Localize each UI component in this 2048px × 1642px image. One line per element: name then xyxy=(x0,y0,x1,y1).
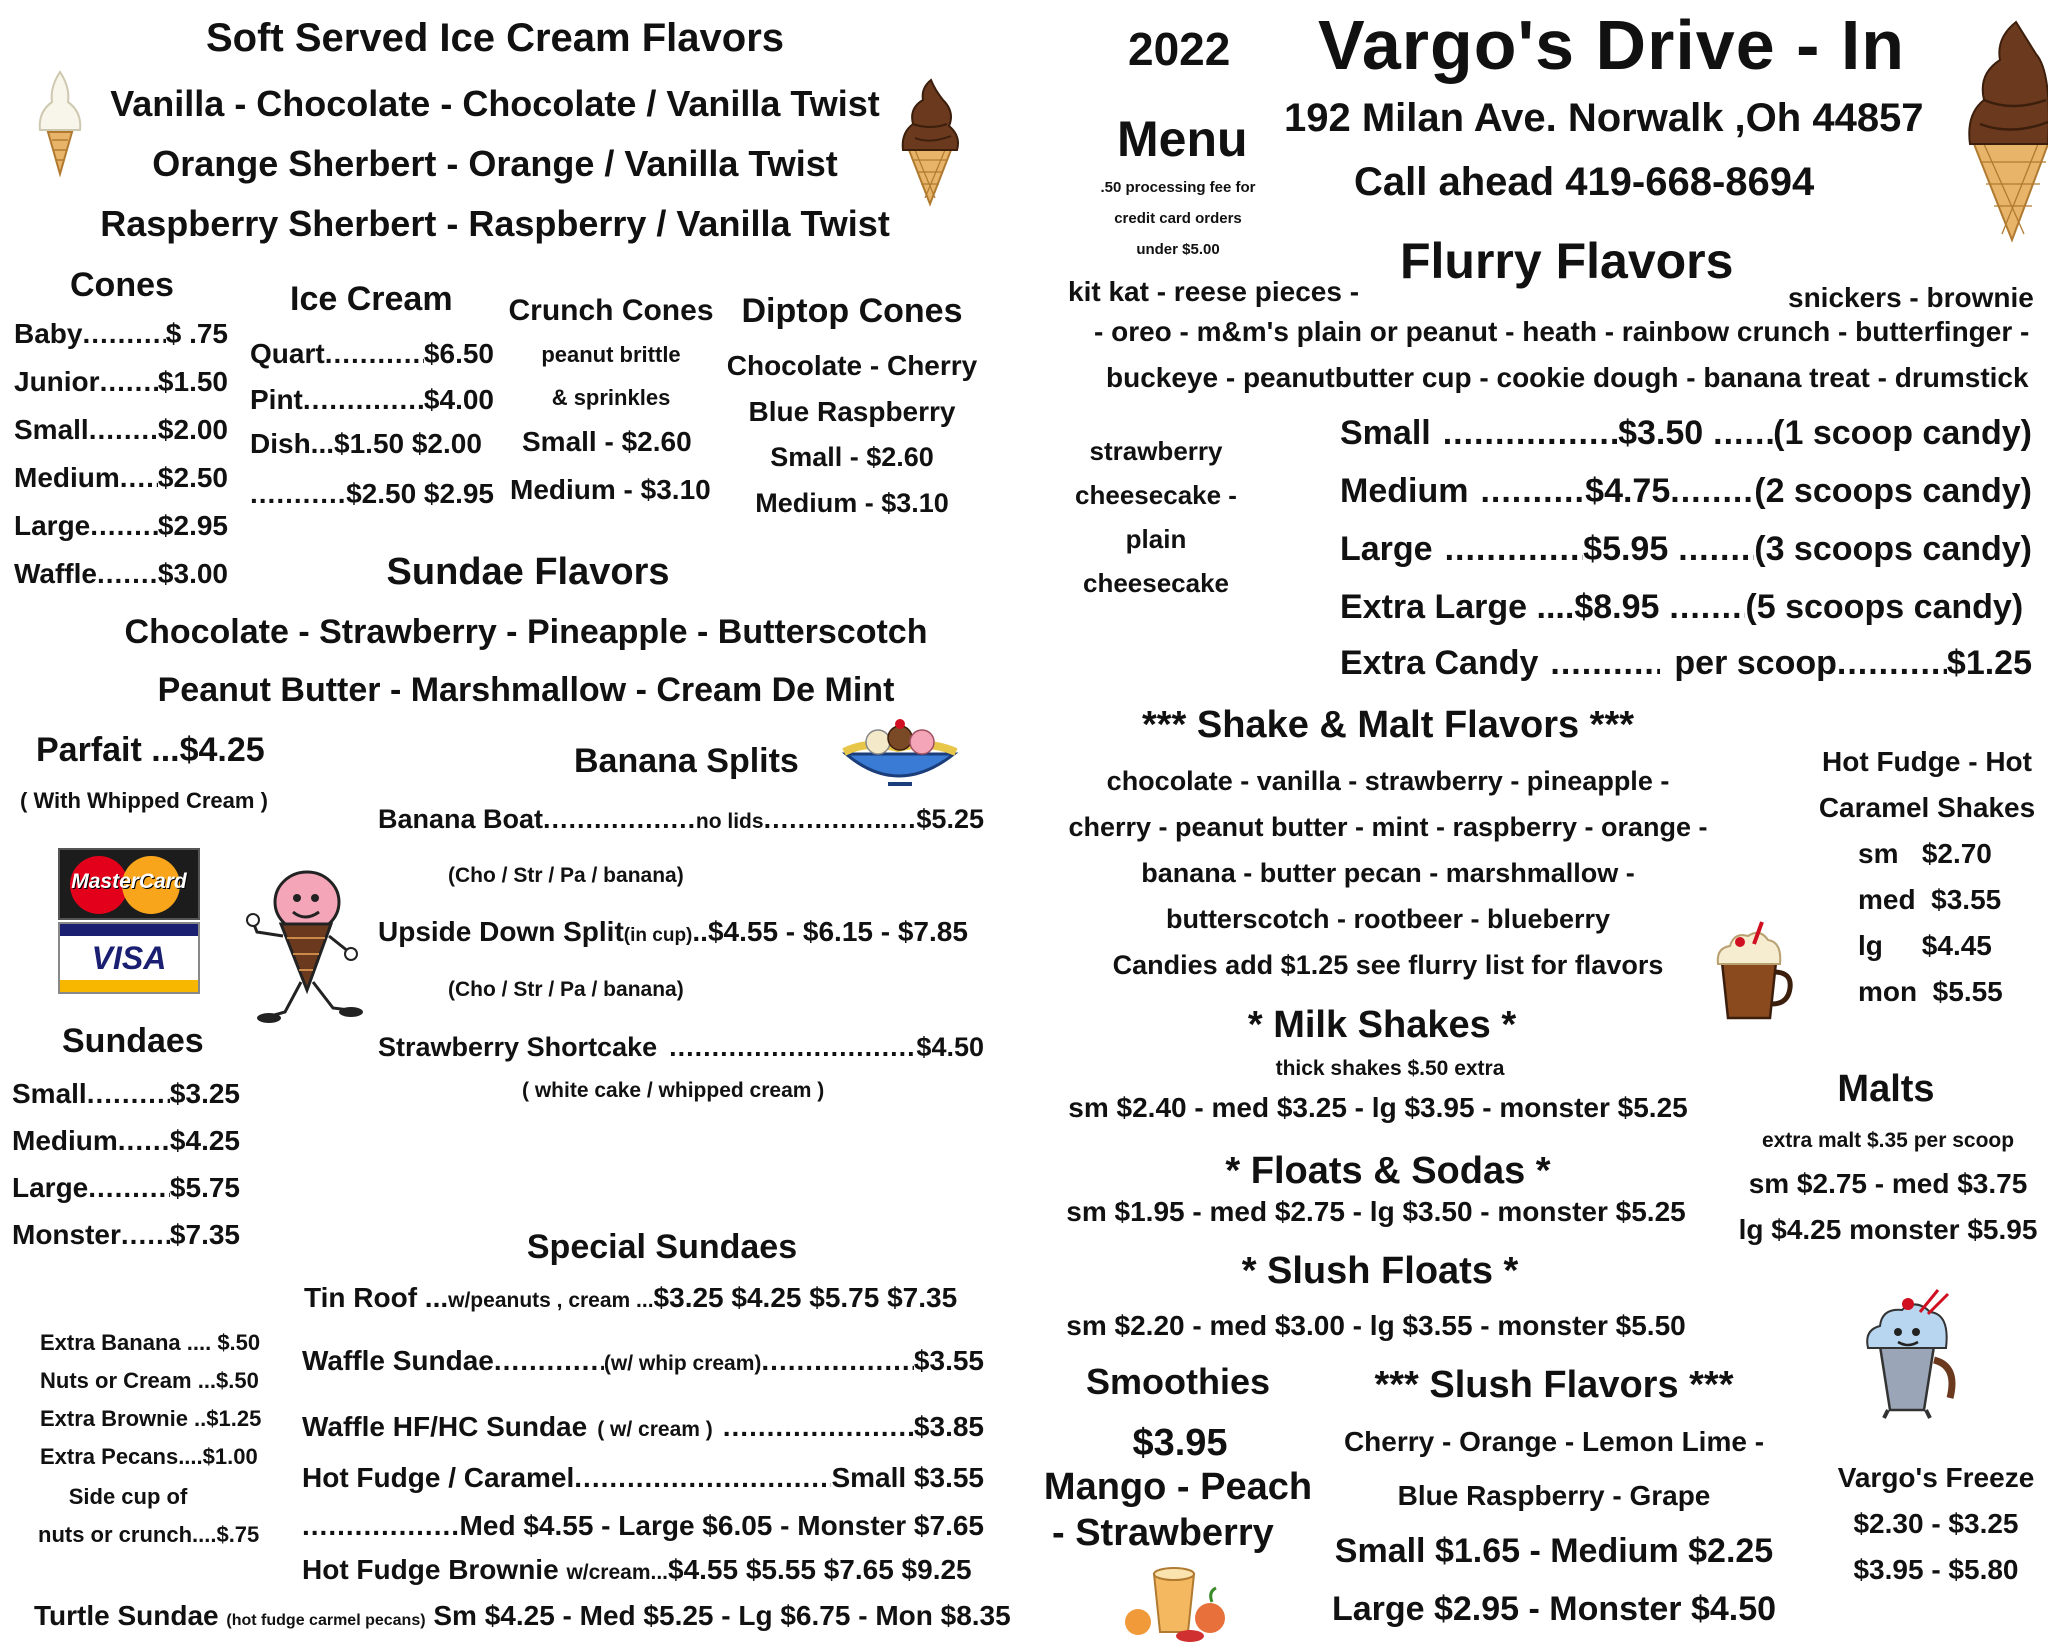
banana-boat-row: Banana Boat ..... no lids ..... $5.25 xyxy=(378,804,984,835)
milkshake-mascot-icon xyxy=(1858,1290,1964,1420)
side-cup-line: nuts or crunch....$.75 xyxy=(38,1522,260,1547)
shortcake-note: ( white cake / whipped cream ) xyxy=(522,1079,825,1102)
fee-note: credit card orders xyxy=(1114,210,1242,227)
smoothies-price: $3.95 xyxy=(1132,1422,1228,1464)
parfait-note: ( With Whipped Cream ) xyxy=(20,788,268,813)
slush-floats-prices: sm $2.20 - med $3.00 - lg $3.55 - monster $5.50 xyxy=(1066,1310,1686,1341)
crunch-cones-line: & sprinkles xyxy=(551,385,671,410)
cone-row: Small ..... $2.00 xyxy=(14,414,228,446)
turtle-sundae-row: Turtle Sundae (hot fudge carmel pecans) Sm $4.25 - Med $5.25 - Lg $6.75 - Mon $8.35 xyxy=(34,1600,1011,1631)
restaurant-phone: Call ahead 419-668-8694 xyxy=(1354,160,1815,204)
milk-shakes-note: thick shakes $.50 extra xyxy=(1275,1057,1505,1080)
banana-splits-title: Banana Splits xyxy=(574,742,799,780)
extra-row: Extra Brownie ..$1.25 xyxy=(40,1406,262,1431)
diptop-medium: Medium - $3.10 xyxy=(755,488,949,518)
cone-row: Baby ..... $ .75 xyxy=(14,318,228,350)
cones-title: Cones xyxy=(70,266,174,304)
parfait-title: Parfait ...$4.25 xyxy=(36,731,265,769)
hot-fudge-shake-price: mon $5.55 xyxy=(1858,976,2003,1007)
flurry-side-flavor: plain xyxy=(1125,524,1187,554)
cone-row: Junior ..... $1.50 xyxy=(14,366,228,398)
tin-roof-row: Tin Roof ...w/peanuts , cream ...$3.25 $4.25 $5.75 $7.35 xyxy=(304,1282,958,1313)
malts-prices: lg $4.25 monster $5.95 xyxy=(1738,1214,2038,1245)
crunch-cones-line: peanut brittle xyxy=(541,342,681,367)
slush-flavors-title: *** Slush Flavors *** xyxy=(1374,1364,1734,1406)
diptop-small: Small - $2.60 xyxy=(770,442,934,472)
malts-prices: sm $2.75 - med $3.75 xyxy=(1748,1168,2028,1199)
diptop-line: Blue Raspberry xyxy=(748,396,956,427)
floats-sodas-prices: sm $1.95 - med $2.75 - lg $3.50 - monster $5.25 xyxy=(1066,1196,1686,1227)
soft-served-line: Orange Sherbert - Orange / Vanilla Twist xyxy=(152,143,838,184)
upside-down-note: (Cho / Str / Pa / banana) xyxy=(448,978,684,1001)
hot-fudge-shake-price: sm $2.70 xyxy=(1858,838,1992,869)
hot-fudge-shake-price: med $3.55 xyxy=(1858,884,2002,915)
floats-sodas-title: * Floats & Sodas * xyxy=(1225,1150,1551,1192)
hot-fudge-caramel-line2: ..... Med $4.55 - Large $6.05 - Monster $7.65 xyxy=(302,1510,984,1542)
diptop-line: Chocolate - Cherry xyxy=(726,350,978,381)
banana-boat-note: (Cho / Str / Pa / banana) xyxy=(448,864,684,887)
soft-served-line: Vanilla - Chocolate - Chocolate / Vanilla Twist xyxy=(110,83,880,124)
vargos-freeze-prices: $3.95 - $5.80 xyxy=(1853,1554,2019,1585)
restaurant-title: Vargo's Drive - In xyxy=(1318,6,1906,84)
shake-malt-line: banana - butter pecan - marshmallow - xyxy=(1141,858,1635,888)
sundae-row: Medium ..... $4.25 xyxy=(12,1125,240,1157)
flurry-line: - oreo - m&m's plain or peanut - heath - rainbow crunch - butterfinger - xyxy=(1094,316,2030,347)
sundae-row: Small ..... $3.25 xyxy=(12,1078,240,1110)
menu-label: Menu xyxy=(1117,111,1248,167)
smoothies-flavors: Mango - Peach xyxy=(1043,1466,1313,1508)
soft-served-line: Raspberry Sherbert - Raspberry / Vanilla Twist xyxy=(100,203,890,244)
sundae-flavors-line: Peanut Butter - Marshmallow - Cream De Mint xyxy=(157,671,895,709)
diptop-title: Diptop Cones xyxy=(741,292,963,330)
hot-fudge-brownie-row: Hot Fudge Brownie w/cream...$4.55 $5.55 $7.65 $9.25 xyxy=(302,1554,972,1585)
smoothies-title: Smoothies xyxy=(1085,1361,1271,1402)
flurry-extra-candy-row: Extra Candy ..... per scoop ..... $1.25 xyxy=(1340,644,2032,683)
shake-malt-line: Candies add $1.25 see flurry list for flavors xyxy=(1112,950,1664,980)
vanilla-cone-icon xyxy=(30,52,90,177)
flurry-line: kit kat - reese pieces - xyxy=(1068,276,1360,307)
menu-year: 2022 xyxy=(1128,23,1231,75)
malts-title: Malts xyxy=(1837,1068,1935,1110)
special-sundaes-title: Special Sundaes xyxy=(526,1228,798,1266)
flurry-line: buckeye - peanutbutter cup - cookie dough - banana treat - drumstick xyxy=(1106,362,2029,393)
waffle-hf-sundae-row: Waffle HF/HC Sundae ( w/ cream ) ..... $3.85 xyxy=(302,1411,984,1443)
restaurant-address: 192 Milan Ave. Norwalk ,Oh 44857 xyxy=(1284,96,1924,140)
hot-fudge-shake-price: lg $4.45 xyxy=(1858,930,1992,961)
hot-fudge-caramel-row: Hot Fudge / Caramel ..... Small $3.55 xyxy=(302,1462,984,1494)
mastercard-logo: MasterCard xyxy=(58,848,200,920)
ice-cream-mascot-icon xyxy=(245,862,365,1027)
ice-cream-pint: Pint ..... $4.00 xyxy=(250,384,494,416)
flurry-side-flavor: strawberry xyxy=(1089,436,1223,466)
milk-shakes-prices: sm $2.40 - med $3.25 - lg $3.95 - monster $5.25 xyxy=(1068,1092,1688,1123)
sundae-row: Monster ..... $7.35 xyxy=(12,1219,240,1251)
ice-cream-dish-line2: ..... $2.50 $2.95 xyxy=(250,478,494,510)
fee-note: under $5.00 xyxy=(1136,241,1220,258)
flurry-title: Flurry Flavors xyxy=(1400,233,1734,289)
shake-malt-line: chocolate - vanilla - strawberry - pineapple - xyxy=(1106,766,1670,796)
fee-note: .50 processing fee for xyxy=(1100,179,1256,196)
extra-row: Extra Banana .... $.50 xyxy=(40,1330,261,1355)
milk-shakes-title: * Milk Shakes * xyxy=(1247,1004,1517,1046)
sundae-flavors-title: Sundae Flavors xyxy=(386,551,670,593)
chocolate-cone-icon xyxy=(895,78,965,206)
cone-row: Waffle ..... $3.00 xyxy=(14,558,228,590)
ice-cream-quart: Quart ..... $6.50 xyxy=(250,338,494,370)
crunch-cones-medium: Medium - $3.10 xyxy=(510,474,711,505)
vargos-freeze-prices: $2.30 - $3.25 xyxy=(1853,1508,2019,1539)
ice-cream-dish: Dish...$1.50 $2.00 xyxy=(250,428,482,459)
shake-malt-line: butterscotch - rootbeer - blueberry xyxy=(1165,904,1611,934)
upside-down-row: Upside Down Split(in cup)..$4.55 - $6.15 - $7.85 xyxy=(378,916,968,947)
smoothie-fruit-icon xyxy=(1124,1552,1234,1640)
flurry-size-row: Large ..... $5.95 ..... (3 scoops candy) xyxy=(1340,530,2032,569)
crunch-cones-title: Crunch Cones xyxy=(508,294,714,327)
strawberry-shortcake-row: Strawberry Shortcake ..... $4.50 xyxy=(378,1032,984,1063)
visa-logo: VISA xyxy=(58,922,200,994)
flurry-side-flavor: cheesecake xyxy=(1082,568,1230,598)
slush-prices: Large $2.95 - Monster $4.50 xyxy=(1331,1590,1777,1628)
sundae-flavors-line: Chocolate - Strawberry - Pineapple - Butterscotch xyxy=(124,613,928,651)
cone-row: Large ..... $2.95 xyxy=(14,510,228,542)
cone-row: Medium ..... $2.50 xyxy=(14,462,228,494)
flurry-size-row: Extra Large .... $8.95 ..... (5 scoops candy) xyxy=(1340,588,2032,627)
smoothies-flavors: - Strawberry xyxy=(1052,1512,1274,1554)
vargos-freeze-title: Vargo's Freeze xyxy=(1837,1462,2035,1493)
extra-row: Extra Pecans....$1.00 xyxy=(40,1444,258,1469)
hot-fudge-shakes-line: Hot Fudge - Hot xyxy=(1822,746,2032,777)
root-beer-float-icon xyxy=(1712,922,1796,1022)
slush-flavors-line: Blue Raspberry - Grape xyxy=(1397,1480,1711,1511)
slush-floats-title: * Slush Floats * xyxy=(1241,1250,1519,1292)
hot-fudge-shakes-line: Caramel Shakes xyxy=(1818,792,2036,823)
soft-served-title: Soft Served Ice Cream Flavors xyxy=(205,16,785,60)
malts-note: extra malt $.35 per scoop xyxy=(1761,1129,2015,1152)
banana-split-icon xyxy=(838,718,962,790)
chocolate-cone-icon xyxy=(1966,20,2048,242)
crunch-cones-small: Small - $2.60 xyxy=(522,426,692,457)
slush-flavors-line: Cherry - Orange - Lemon Lime - xyxy=(1343,1426,1765,1457)
flurry-side-flavor: cheesecake - xyxy=(1075,480,1237,510)
side-cup-line: Side cup of xyxy=(68,1484,188,1509)
extra-row: Nuts or Cream ...$.50 xyxy=(40,1368,259,1393)
shake-malt-line: cherry - peanut butter - mint - raspberry - orange - xyxy=(1068,812,1708,842)
waffle-sundae-row: Waffle Sundae ..... (w/ whip cream) ..... $3.55 xyxy=(302,1345,984,1377)
slush-prices: Small $1.65 - Medium $2.25 xyxy=(1334,1532,1774,1570)
sundae-row: Large ..... $5.75 xyxy=(12,1172,240,1204)
flurry-line: snickers - brownie xyxy=(1788,282,2034,313)
shake-malt-title: *** Shake & Malt Flavors *** xyxy=(1141,704,1635,746)
sundaes-title: Sundaes xyxy=(62,1022,204,1060)
flurry-size-row: Medium ..... $4.75 ..... (2 scoops candy) xyxy=(1340,472,2032,511)
ice-cream-title: Ice Cream xyxy=(290,280,453,318)
flurry-size-row: Small ..... $3.50 ..... (1 scoop candy) xyxy=(1340,414,2032,453)
